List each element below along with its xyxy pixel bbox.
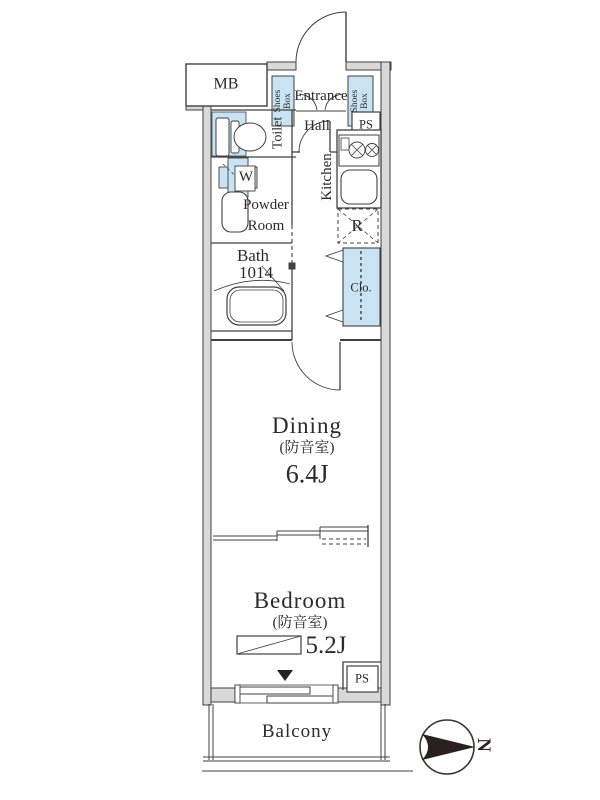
partition-seg-mid — [277, 531, 320, 541]
bedroom-size-label: 5.2J — [305, 631, 347, 659]
toilet-bowl — [234, 123, 266, 151]
top-wall-left — [267, 62, 296, 70]
window-pane-right — [267, 696, 336, 703]
balcony-rail-left — [209, 704, 213, 760]
dining-door-swing-arc — [292, 342, 340, 390]
compass — [420, 720, 475, 774]
balcony-rail-right — [381, 704, 385, 760]
bedroom-window — [235, 685, 338, 703]
closet-label: Clo. — [350, 280, 372, 295]
bedroom-name-label: Bedroom — [253, 587, 347, 613]
balcony-front-rail — [203, 757, 390, 761]
shoes-box-right-label: Shoes Box — [350, 89, 370, 113]
closet-door-mark-top — [326, 250, 343, 262]
ps-top-label: PS — [359, 117, 373, 132]
toilet-tank — [216, 118, 229, 156]
washer-label: W — [238, 169, 254, 186]
dining-size-label: 6.4J — [285, 459, 329, 489]
entrance-door-swing-arc — [296, 12, 346, 62]
dining-name-label: Dining — [272, 412, 342, 438]
toilet-label: Toilet — [270, 116, 286, 150]
bath-label: Bath — [236, 246, 270, 266]
dining-note-label: (防音室) — [279, 440, 335, 457]
window-end-left — [235, 685, 240, 703]
window-end-right — [333, 685, 338, 703]
balcony-label: Balcony — [261, 721, 333, 743]
bath-size-label: 1014 — [239, 263, 273, 283]
bottom-wall-left — [211, 688, 235, 702]
partition-seg-left — [213, 536, 277, 540]
entrance-label: Entrance — [294, 88, 348, 105]
hall-label: Hall — [304, 118, 330, 135]
right-wall — [381, 62, 390, 705]
mb-label: MB — [213, 75, 239, 93]
kitchen-label: Kitchen — [319, 153, 336, 201]
compass-north-label: N — [473, 738, 494, 752]
ps-bottom-label: PS — [355, 671, 369, 686]
dining-entry — [211, 340, 381, 390]
closet-door-mark-bottom — [326, 310, 343, 322]
kitchen-counter — [337, 130, 381, 208]
window-marker-triangle — [277, 670, 293, 681]
fridge-label: R — [351, 216, 363, 236]
shoes-box-left-label: Shoes Box — [273, 89, 293, 113]
bathtub-outer — [227, 287, 286, 325]
powder-room-label: Powder Room — [243, 197, 289, 234]
partition-seg-right — [320, 527, 368, 539]
partition-sliding-dashed — [322, 539, 366, 544]
room-partition — [213, 525, 368, 547]
bedroom-note-label: (防音室) — [272, 615, 328, 632]
window-pane-left — [238, 687, 310, 694]
left-wall — [203, 106, 211, 705]
bedroom-counter — [237, 636, 301, 654]
corridor-wall — [289, 157, 295, 340]
bathtub-inner — [230, 290, 283, 322]
